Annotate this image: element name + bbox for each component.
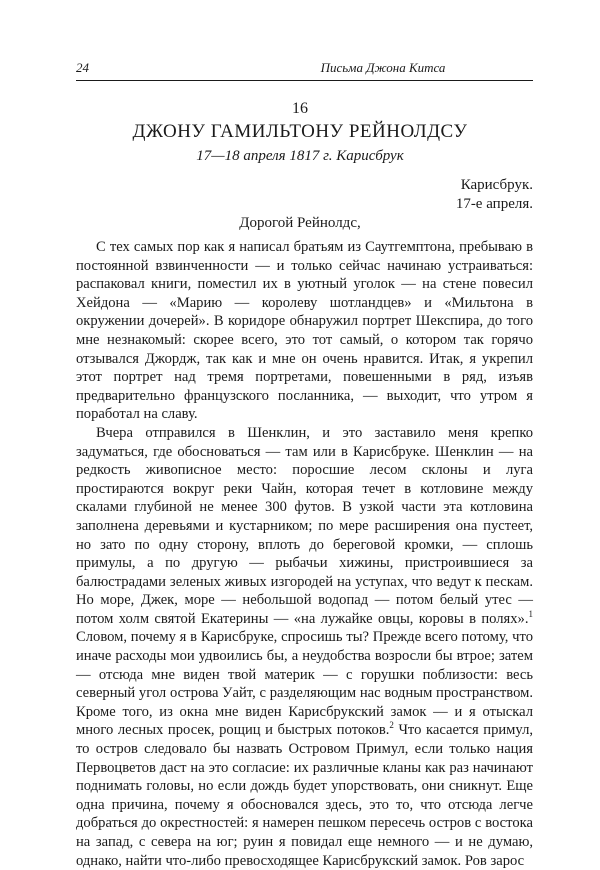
paragraph-text: Словом, почему я в Карисбруке, спросишь ты? Прежде всего потому, что иначе расходы мои удвоились бы, а неудобства возросли бы втрое; затем — отсюда мне виден твой материк — с горушки поблизости: весь северный угол острова Уайт, с разделяющим нас водным пространством. Кроме того, из окна мне виден Карисбрукский замок — и я отыскал много лесных просек, рощиц и быстрых потоков. (76, 629, 533, 739)
footnote-marker[interactable]: 1 (528, 609, 533, 620)
salutation: Дорогой Рейнолдс, (239, 215, 361, 231)
running-title: Письма Джона Китса (320, 60, 446, 75)
dateline-date: 17-е апреля. (455, 196, 533, 212)
paragraph (76, 424, 533, 870)
header-rule (76, 80, 533, 81)
footnote-marker[interactable]: 2 (389, 720, 394, 731)
letter-number: 16 (292, 100, 308, 117)
paragraph-text: Что касается примул, то остров следовало бы назвать Островом Примул, если только нация Первоцветов даст на это согласие: их различные кланы как раз начинают поднимать головы, но если дождь будет упорствовать, они сникнут. Еще одна причина, почему я обосновался здесь, это то, что отсюда легче добраться до окрестностей: я намерен пешком пересечь остров с востока на запад, с севера на юг; руин я повидал еще немного — и не думаю, однако, найти что-либо превосходящее Карисбрукский замок. Ров зарос (76, 722, 534, 869)
page-number: 24 (76, 60, 89, 75)
paragraph: С тех самых пор как я написал братьям из Саутгемптона, пребываю в постоянной взвинченности — и только сейчас начинаю устраиваться: распаковал книги, поместил их в уютный уголок — на стене повесил Хейдона — «Марию — королеву шотландцев» и «Мильтона в окружении дочерей». В коридоре обнаружил портрет Шекспира, до того мне незнакомый: скорее всего, это тот самый, о котором так горячо отзывался Джордж, так как и мне он очень нравится. Итак, я укрепил этот портрет над тремя портретами, повешенными в ряд, изъяв предварительно французского посланника, — выходит, что утром я поработал на славу. (76, 239, 533, 423)
dateline-block (456, 176, 533, 214)
letter-body (76, 238, 533, 870)
dateline-place: Карисбрук. (460, 177, 533, 193)
paragraph-text: Вчера отправился в Шенклин, и это заставило меня крепко задуматься, где обосноваться — там или в Карисбруке. Шенклин — на редкость живописное место: поросшие лесом склоны и луга простираются вокруг реки Чайн, которая течет в котловине между скалами глубиной не менее 300 футов. В узкой части эта котловина заполнена деревьями и кустарником; по мере расширения она пустеет, но зато по одну сторону, вплоть до береговой кромки, — сплошь примулы, а по другую — рыбачьи хижины, пристроившиеся за балюстрадами зеленых живых изгородей на уступах, что ведут к пескам. Но море, Джек, море — небольшой водопад — потом белый утес — потом холм святой Екатерины — «на лужайке овцы, коровы в полях». (76, 424, 533, 627)
letter-addressee: ДЖОНУ ГАМИЛЬТОНУ РЕЙНОЛДСУ (132, 121, 468, 142)
letter-date-place: 17—18 апреля 1817 г. Карисбрук (196, 148, 404, 164)
